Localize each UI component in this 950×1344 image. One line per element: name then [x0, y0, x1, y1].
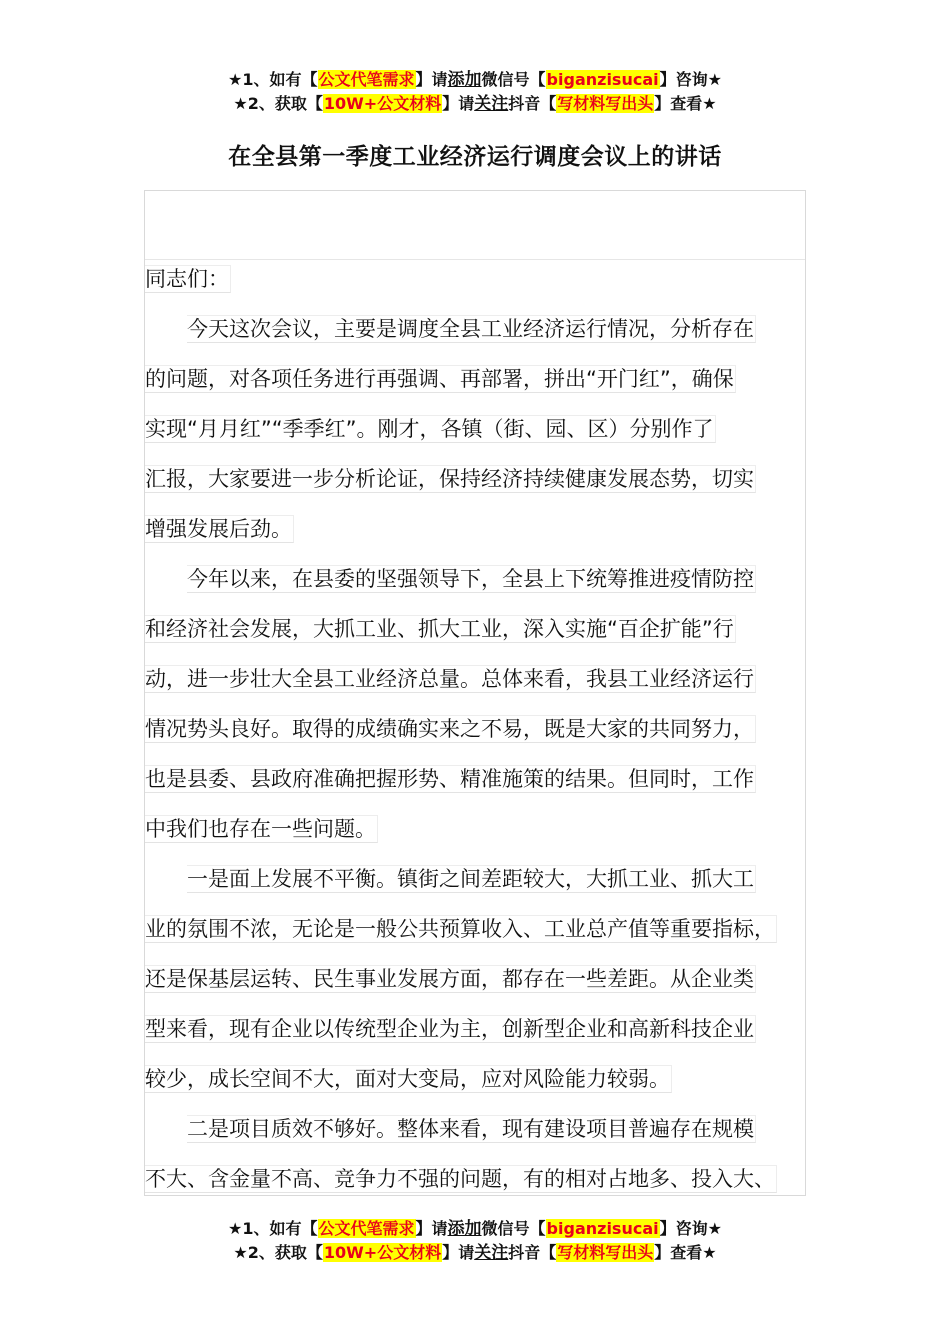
banner-highlight: 写材料写出头	[557, 94, 654, 113]
banner-text: 】请	[442, 94, 475, 113]
line-text: 和经济社会发展，大抓工业、抓大工业，深入实施“百企扩能”行	[145, 617, 734, 641]
line-text: 情况势头良好。取得的成绩确实来之不易，既是大家的共同努力，	[145, 717, 754, 741]
line-text: 型来看，现有企业以传统型企业为主，创新型企业和高新科技企业	[145, 1017, 754, 1041]
line-text: 一是面上发展不平衡。镇街之间差距较大，大抓工业、抓大工	[187, 867, 754, 891]
banner-text: 】请	[415, 1219, 448, 1238]
banner-text: ★1、如有【	[228, 70, 318, 89]
body-line	[145, 503, 845, 553]
line-text: 动，进一步壮大全县工业经济总量。总体来看，我县工业经济运行	[145, 667, 754, 691]
bottom-banner	[0, 1217, 950, 1265]
body-line	[145, 603, 845, 653]
body-line	[145, 953, 845, 1003]
banner-underline: 添加	[447, 70, 482, 90]
line-text: 不大、含金量不高、竞争力不强的问题，有的相对占地多、投入大、	[145, 1167, 775, 1191]
body-line	[145, 1153, 845, 1203]
line-text: 的问题，对各项任务进行再强调、再部署，拼出“开门红”，确保	[145, 367, 734, 391]
body-line	[145, 553, 845, 603]
body-line	[145, 803, 845, 853]
banner-text: 】请	[442, 1243, 475, 1262]
banner-line-2	[0, 92, 950, 116]
banner-text: 抖音【	[508, 94, 557, 113]
line-text: 同志们：	[145, 267, 229, 291]
body-line	[145, 403, 845, 453]
line-text: 实现“月月红”“季季红”。刚才，各镇（街、园、区）分别作了	[145, 417, 714, 441]
body-line	[145, 1103, 845, 1153]
banner-line-1	[0, 68, 950, 92]
banner-text: ★1、如有【	[228, 1219, 318, 1238]
banner-highlight: 10W+公文材料	[323, 1243, 442, 1262]
banner-underline: 添加	[447, 1219, 482, 1239]
banner-text: ★2、获取【	[233, 1243, 323, 1262]
banner-line-1	[0, 1217, 950, 1241]
line-text: 也是县委、县政府准确把握形势、精准施策的结果。但同时，工作	[145, 767, 754, 791]
banner-highlight: biganzisucai	[546, 70, 659, 89]
body-line	[145, 753, 845, 803]
banner-text: 】咨询★	[659, 1219, 722, 1238]
body-line	[145, 453, 845, 503]
body-line	[145, 703, 845, 753]
line-text: 业的氛围不浓，无论是一般公共预算收入、工业总产值等重要指标，	[145, 917, 775, 941]
top-banner	[0, 68, 950, 116]
banner-highlight: 公文代笔需求	[318, 1219, 415, 1238]
line-text: 增强发展后劲。	[145, 517, 292, 541]
body-line	[145, 653, 845, 703]
line-text: 较少，成长空间不大，面对大变局，应对风险能力较弱。	[145, 1067, 670, 1091]
banner-text: 】查看★	[654, 1243, 717, 1262]
body-line	[145, 1053, 845, 1103]
banner-text: 微信号【	[481, 1219, 546, 1238]
body-line	[145, 353, 845, 403]
banner-text: ★2、获取【	[233, 94, 323, 113]
body-line	[145, 303, 845, 353]
banner-highlight: 公文代笔需求	[318, 70, 415, 89]
banner-highlight: 10W+公文材料	[323, 94, 442, 113]
body-line	[145, 853, 845, 903]
line-text: 还是保基层运转、民生事业发展方面，都存在一些差距。从企业类	[145, 967, 754, 991]
body-line	[145, 253, 845, 303]
banner-text: 】查看★	[654, 94, 717, 113]
line-text: 中我们也存在一些问题。	[145, 817, 376, 841]
document-body	[145, 253, 845, 1203]
banner-text: 微信号【	[481, 70, 546, 89]
banner-text: 抖音【	[508, 1243, 557, 1262]
line-text: 今年以来，在县委的坚强领导下，全县上下统筹推进疫情防控	[187, 567, 754, 591]
banner-highlight: biganzisucai	[546, 1219, 659, 1238]
banner-highlight: 写材料写出头	[557, 1243, 654, 1262]
banner-underline: 关注	[474, 94, 509, 114]
body-line	[145, 903, 845, 953]
banner-underline: 关注	[474, 1243, 509, 1263]
banner-line-2	[0, 1241, 950, 1265]
line-text: 汇报，大家要进一步分析论证，保持经济持续健康发展态势，切实	[145, 467, 754, 491]
line-text: 今天这次会议，主要是调度全县工业经济运行情况，分析存在	[187, 317, 754, 341]
line-text: 二是项目质效不够好。整体来看，现有建设项目普遍存在规模	[187, 1117, 754, 1141]
banner-text: 】咨询★	[659, 70, 722, 89]
header-box	[145, 191, 805, 260]
document-title: 在全县第一季度工业经济运行调度会议上的讲话	[228, 144, 722, 170]
banner-text: 】请	[415, 70, 448, 89]
body-line	[145, 1003, 845, 1053]
